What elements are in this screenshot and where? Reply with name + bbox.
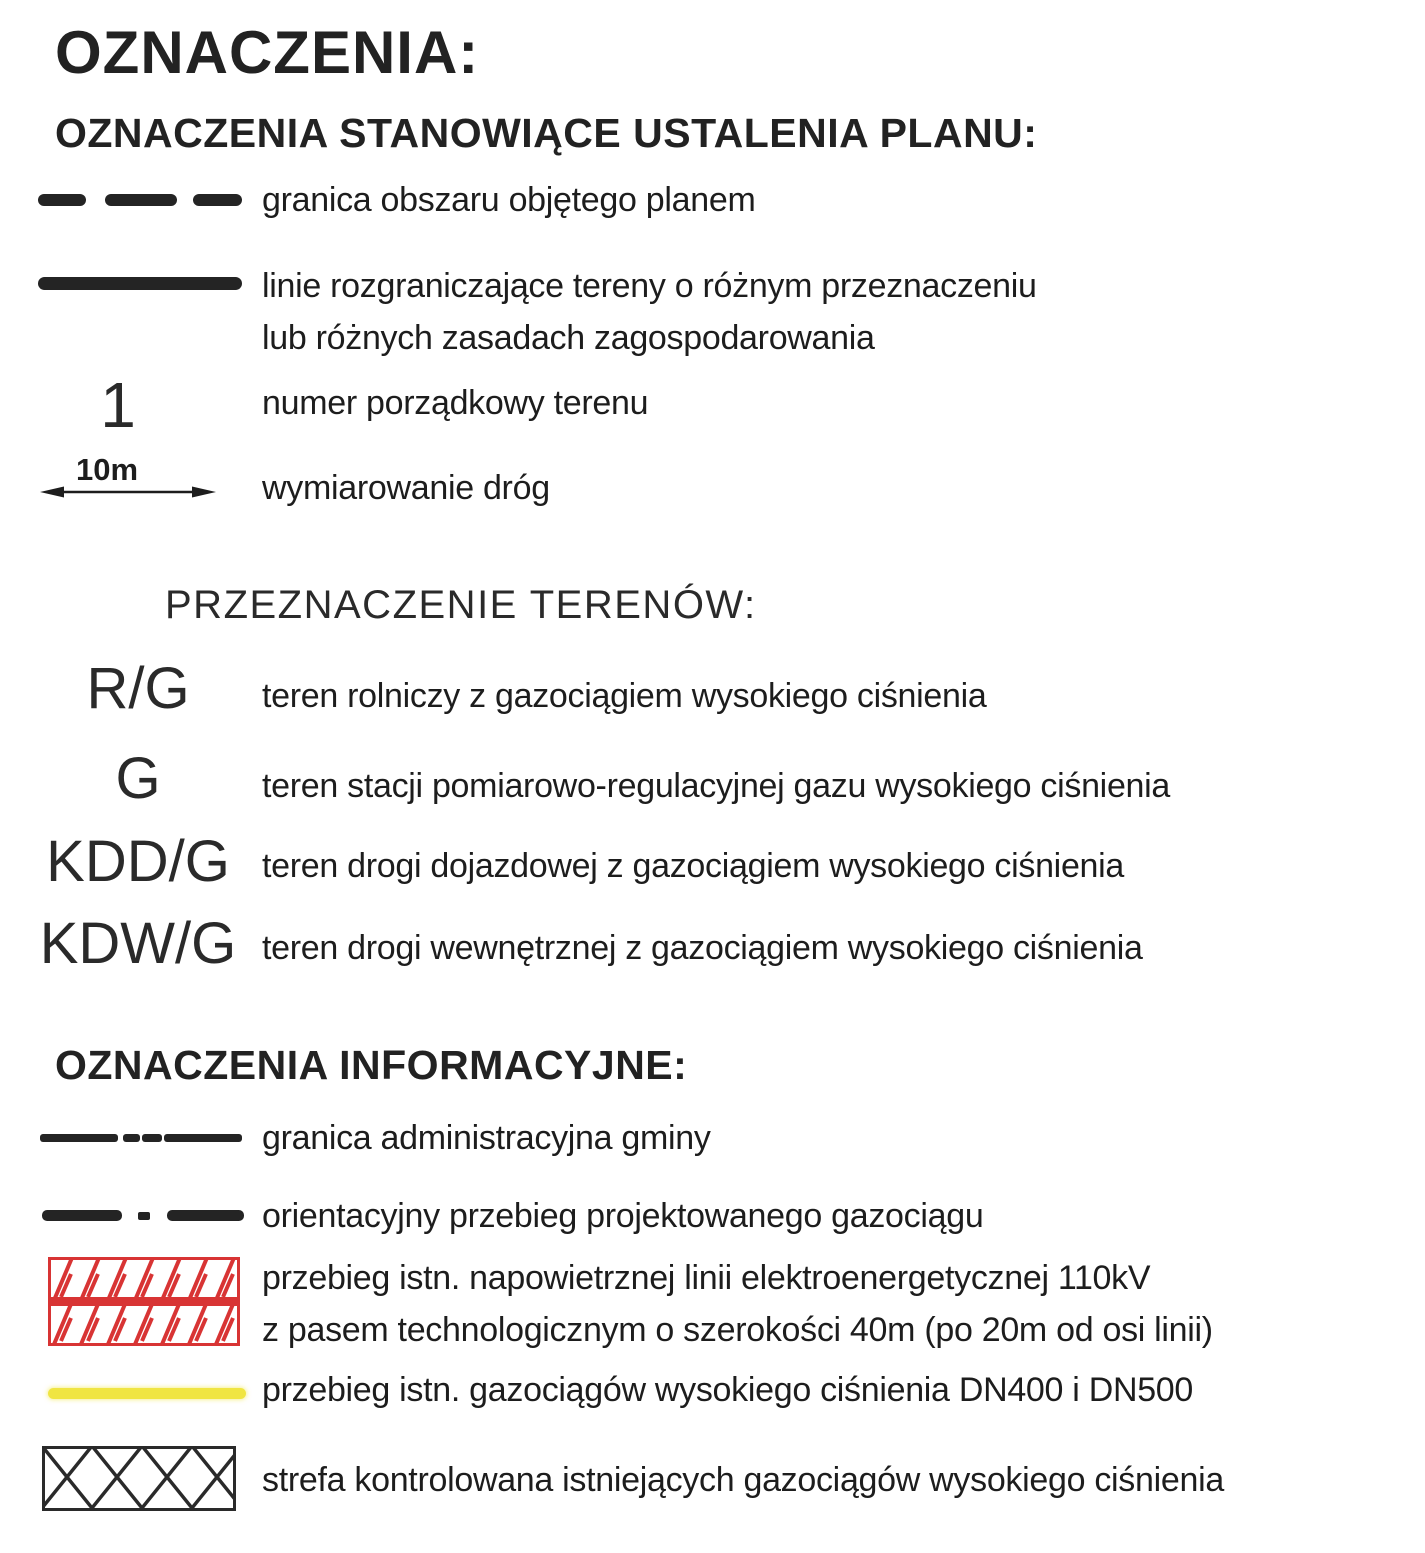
admin-boundary-label: granica administracyjna gminy [262, 1119, 711, 1157]
area-number-symbol: 1 [100, 369, 136, 441]
existing-gas-pipeline-yellow-line-icon [48, 1388, 246, 1399]
info-section-heading: OZNACZENIA INFORMACYJNE: [55, 1042, 688, 1088]
plan-boundary-label: granica obszaru objętego planem [262, 181, 756, 219]
municipality-admin-boundary-line-icon [40, 1134, 242, 1143]
plan-section-heading: OZNACZENIA STANOWIĄCE USTALENIA PLANU: [55, 110, 1038, 156]
dividing-solid-line-icon [38, 277, 242, 290]
zoning-label-kdwg: teren drogi wewnętrznej z gazociągiem wysokiego ciśnienia [262, 929, 1143, 967]
zoning-section-heading: PRZEZNACZENIE TERENÓW: [165, 583, 757, 627]
zoning-code-kddg: KDD/G [46, 829, 230, 894]
dividing-line-label [262, 260, 1037, 364]
controlled-zone-label: strefa kontrolowana istniejących gazociągów wysokiego ciśnienia [262, 1461, 1224, 1499]
controlled-zone-crosshatch-area-icon [42, 1446, 236, 1511]
existing-gas-pipeline-label: przebieg istn. gazociągów wysokiego ciśnienia DN400 i DN500 [262, 1371, 1194, 1409]
area-number-label: numer porządkowy terenu [262, 384, 649, 422]
zoning-code-rg: R/G [86, 656, 190, 721]
legend-title: OZNACZENIA: [55, 19, 480, 86]
plan-boundary-dashed-line-icon [38, 193, 242, 207]
road-dimension-label: wymiarowanie dróg [262, 469, 550, 507]
power-line-label-line2: z pasem technologicznym o szerokości 40m (po 20m od osi linii) [262, 1311, 1213, 1349]
dividing-line-label-line2: lub różnych zasadach zagospodarowania [262, 319, 875, 357]
zoning-label-rg: teren rolniczy z gazociągiem wysokiego ciśnienia [262, 677, 987, 715]
zoning-code-g: G [115, 746, 161, 811]
zoning-code-kdwg: KDW/G [39, 911, 237, 976]
power-line-label [262, 1252, 1213, 1356]
road-dimension-arrow-icon [40, 483, 216, 501]
road-dimension-value: 10m [76, 452, 139, 487]
power-line-label-line1: przebieg istn. napowietrznej linii elektroenergetycznej 110kV [262, 1259, 1151, 1297]
power-line-110kv-red-hatched-area-icon [48, 1257, 240, 1346]
planned-gas-pipeline-label: orientacyjny przebieg projektowanego gazociągu [262, 1197, 984, 1235]
dividing-line-label-line1: linie rozgraniczające tereny o różnym przeznaczeniu [262, 267, 1037, 305]
zoning-label-kddg: teren drogi dojazdowej z gazociągiem wysokiego ciśnienia [262, 847, 1125, 885]
planned-gas-pipeline-dash-dot-line-icon [42, 1210, 244, 1222]
zoning-label-g: teren stacji pomiarowo-regulacyjnej gazu wysokiego ciśnienia [262, 767, 1171, 805]
